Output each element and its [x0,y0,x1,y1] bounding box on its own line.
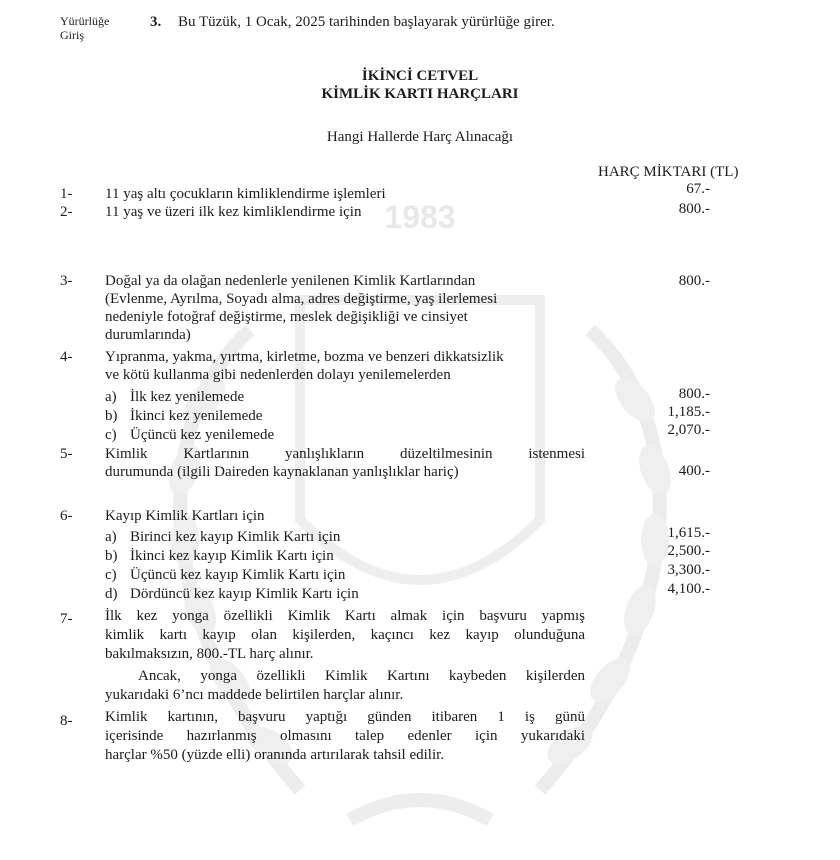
sub-amount: 3,300.- [667,562,710,578]
margin-note-line: Yürürlüğe [60,14,110,28]
schedule-title: İKİNCİ CETVEL [361,68,479,84]
sub-letter: b) [105,548,118,564]
sub-text: Üçüncü kez kayıp Kimlik Kartı için [130,567,346,583]
item-text: ve kötü kullanma gibi nedenlerden dolayı yenilemelerden [105,367,451,383]
sub-amount: 1,615.- [667,525,710,541]
item-number: 7- [60,611,73,627]
item-number: 1- [60,186,73,202]
sub-amount: 1,185.- [667,404,710,420]
item-text: Kimlik Kartlarının yanlışlıkların düzeltilmesinin istenmesi [105,446,585,462]
item-number: 5- [60,446,73,462]
sub-letter: c) [105,567,117,583]
article-number: 3. [150,14,162,30]
item-text-para2: Ancak, yonga özellikli Kimlik Kartını kaybeden kişilerden [138,668,585,684]
margin-note [60,14,109,42]
item-text: harçlar %50 (yüzde elli) oranında artırılarak tahsil edilir. [105,747,445,763]
item-text: nedeniyle fotoğraf değiştirme, meslek değişikliği ve cinsiyet [105,309,468,325]
column-heading-right: HARÇ MİKTARI (TL) [598,164,739,180]
item-number: 8- [60,713,73,729]
sub-amount: 2,070.- [667,422,710,438]
sub-amount: 800.- [678,386,710,402]
item-text: Kayıp Kimlik Kartları için [105,508,265,524]
article-text: Bu Tüzük, 1 Ocak, 2025 tarihinden başlayarak yürürlüğe girer. [178,14,555,30]
item-number: 2- [60,204,73,220]
sub-text: İlk kez yenilemede [130,389,245,405]
sub-letter: d) [105,586,118,602]
item-text: 11 yaş altı çocukların kimliklendirme işlemleri [105,186,386,202]
item-text: Kimlik kartının, başvuru yaptığı günden itibaren 1 iş günü [105,709,585,725]
item-text: (Evlenme, Ayrılma, Soyadı alma, adres değiştirme, yaş ilerlemesi [105,291,498,307]
item-text: Doğal ya da olağan nedenlerle yenilenen Kimlik Kartlarından [105,273,476,289]
sub-letter: b) [105,408,118,424]
item-text: içerisinde hazırlanmış olmasını talep edenler için yukarıdaki [105,728,585,744]
schedule-subtitle: KİMLİK KARTI HARÇLARI [321,86,519,102]
item-text: Yıpranma, yakma, yırtma, kirletme, bozma ve benzeri dikkatsizlik [105,349,504,365]
item-number: 6- [60,508,73,524]
sub-letter: c) [105,427,117,443]
sub-amount: 4,100.- [667,581,710,597]
item-amount: 800.- [678,273,710,289]
item-amount: 400.- [678,463,710,479]
item-number: 4- [60,349,73,365]
item-text: 11 yaş ve üzeri ilk kez kimliklendirme için [105,204,362,220]
item-number: 3- [60,273,73,289]
sub-letter: a) [105,389,117,405]
column-heading-left: Hangi Hallerde Harç Alınacağı [326,129,514,145]
item-text: durumunda (ilgili Daireden kaynaklanan yanlışlıklar hariç) [105,464,459,480]
sub-letter: a) [105,529,117,545]
sub-text: Birinci kez kayıp Kimlik Kartı için [130,529,341,545]
sub-text: Dördüncü kez kayıp Kimlik Kartı için [130,586,359,602]
item-amount: 67.- [686,181,710,197]
sub-text: Üçüncü kez yenilemede [130,427,275,443]
svg-text:1983: 1983 [384,199,456,235]
item-amount: 800.- [678,201,710,217]
sub-text: İkinci kez kayıp Kimlik Kartı için [130,548,334,564]
item-text-para2: yukarıdaki 6’ncı maddede belirtilen harçlar alınır. [105,687,404,703]
sub-text: İkinci kez yenilemede [130,408,263,424]
item-text: bakılmaksızın, 800.-TL harç alınır. [105,646,314,662]
item-text: kimlik kartı kayıp olan kişilerden, kaçıncı kez kayıp olunduğuna [105,627,585,643]
margin-note-line: Giriş [60,28,84,42]
item-text: durumlarında) [105,327,191,343]
sub-amount: 2,500.- [667,543,710,559]
item-text: İlk kez yonga özellikli Kimlik Kartı almak için başvuru yapmış [105,608,585,624]
